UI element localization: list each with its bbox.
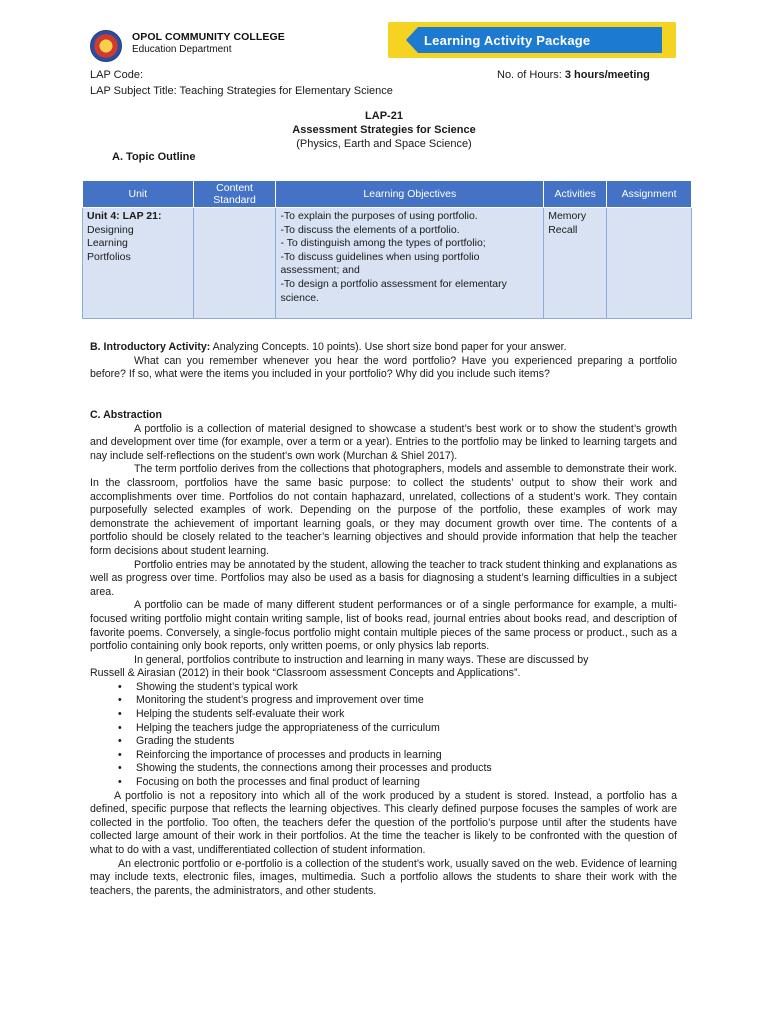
unit-label: Unit 4: LAP 21: bbox=[87, 210, 162, 222]
paragraph: The term portfolio derives from the collections that photographers, models and assemble to demonstrate their work. In the classroom, portfolios have the same basic purpose: to collect the students’ output to show their work and accomplishments over time. Portfolios do not contain haphazard, unrelated, collections of a student’s work. They contain purposefully selected examples of work. Depending on the purpose of the portfolio, these examples of work may demonstrate the achievement of important learning goals, or they may document growth over time. The contents of a portfolio should be closely related to the teacher’s learning objectives and should provide information that help the teacher form decisions about student learning. bbox=[90, 463, 677, 557]
lap-banner bbox=[388, 22, 676, 58]
list-item: • Monitoring the student’s progress and improvement over time bbox=[90, 694, 677, 708]
objective: -To design a portfolio assessment for elementary science. bbox=[280, 277, 507, 304]
lap-subtitle: (Physics, Earth and Space Science) bbox=[296, 138, 472, 150]
lap-number: LAP-21 bbox=[365, 110, 403, 122]
paragraph: A portfolio is a collection of material designed to showcase a student’s best work or to show the student’s growth and development over time (for example, over a term or a year). Entries to the portfolio may be linked to learning targets and nay include self-reflections on the student’s own work (Murchan & Shiel 2017). bbox=[90, 422, 677, 462]
objective: -To explain the purposes of using portfolio. bbox=[280, 210, 478, 222]
unit-line: Portfolios bbox=[87, 250, 131, 263]
unit-cell bbox=[83, 208, 194, 319]
paragraph: A portfolio can be made of many different student performances or of a single performance for example, a multi-focused writing portfolio might contain writing sample, list of books read, journal entries about books read, and description of favorite poems. Conversely, a single-focus portfolio might contain multiple pieces of the same process or product., such as a portfolio containing only book reports, only written poems, or only physics lab reports. bbox=[90, 599, 677, 653]
col-activities: Activities bbox=[544, 181, 607, 208]
col-learning-objectives: Learning Objectives bbox=[276, 181, 544, 208]
objective: - To distinguish among the types of portfolio; bbox=[280, 237, 486, 250]
unit-line: Learning bbox=[87, 237, 128, 250]
list-item: • Showing the students, the connections among their processes and products bbox=[90, 762, 677, 776]
paragraph: An electronic portfolio or e-portfolio is a collection of the student’s work, usually saved on the web. Evidence of learning may include texts, electronic files, images, multimedia. Such a portfolio allows the students to share their work with the teachers, the parents, the administrators, and other students. bbox=[90, 857, 677, 897]
department-name: Education Department bbox=[132, 44, 232, 55]
section-b-instruction: Analyzing Concepts. 10 points). Use short size bond paper for your answer. bbox=[210, 341, 567, 353]
section-b-heading: B. Introductory Activity: bbox=[90, 341, 211, 353]
activities-cell bbox=[544, 208, 607, 319]
activity: Recall bbox=[548, 223, 578, 236]
list-item: • Reinforcing the importance of processes and products in learning bbox=[90, 749, 677, 763]
paragraph: A portfolio is not a repository into which all of the work produced by a student is stored. Instead, a portfolio has a defined, specific purpose that reflects the learning objectives. This clearly defined purpose focuses the samples of work are collected in the portfolio. Too often, the teachers defer the question of the portfolio’s purpose until after the students have collected large amount of their work in their portfolios. At the time the teacher is likely to be confronted with the question of what to do with a vast, undifferentiated collection of student information. bbox=[90, 789, 677, 856]
list-item: • Showing the student’s typical work bbox=[90, 681, 677, 695]
section-a-heading: A. Topic Outline bbox=[112, 151, 196, 163]
objective: -To discuss guidelines when using portfolio assessment; and bbox=[280, 250, 480, 277]
table-row bbox=[83, 208, 692, 319]
col-unit: Unit bbox=[83, 181, 194, 208]
topic-outline-table bbox=[82, 180, 692, 319]
section-b-question: What can you remember whenever you hear the word portfolio? Have you experienced preparing a portfolio before? If so, what were the items you included in your portfolio? Why did you include such items? bbox=[90, 354, 677, 381]
hours-info bbox=[497, 69, 650, 81]
list-item: • Focusing on both the processes and final product of learning bbox=[90, 776, 677, 790]
table-header-row bbox=[83, 181, 692, 208]
banner-title: Learning Activity Package bbox=[424, 33, 591, 48]
paragraph: Portfolio entries may be annotated by the student, allowing the teacher to track student thinking and explanations as well as progress over time. Portfolios may also be used as a basis for diagnosing a student’s learning difficulties in a subject area. bbox=[90, 558, 677, 598]
lap-code-label: LAP Code: bbox=[90, 69, 144, 81]
hours-label: No. of Hours: bbox=[497, 69, 565, 81]
content-standard-cell bbox=[193, 208, 276, 319]
list-item: • Helping the teachers judge the appropriateness of the curriculum bbox=[90, 722, 677, 736]
section-c-heading: C. Abstraction bbox=[90, 409, 163, 421]
college-logo-icon bbox=[90, 30, 122, 62]
college-name: OPOL COMMUNITY COLLEGE bbox=[132, 31, 285, 43]
objectives-cell bbox=[276, 208, 544, 319]
objective: -To discuss the elements of a portfolio. bbox=[280, 223, 460, 236]
section-c bbox=[90, 409, 677, 898]
list-item: • Helping the students self-evaluate their work bbox=[90, 708, 677, 722]
unit-line: Designing bbox=[87, 223, 134, 236]
col-content-standard: Content Standard bbox=[193, 181, 276, 208]
assignment-cell bbox=[607, 208, 692, 319]
lap-title: Assessment Strategies for Science bbox=[292, 124, 476, 136]
section-b bbox=[90, 341, 677, 382]
activity: Memory bbox=[548, 210, 587, 222]
col-assignment: Assignment bbox=[607, 181, 692, 208]
subject-title: LAP Subject Title: Teaching Strategies for Elementary Science bbox=[90, 85, 393, 97]
paragraph: In general, portfolios contribute to instruction and learning in many ways. These are discussed by bbox=[134, 653, 589, 666]
paragraph: Russell & Airasian (2012) in their book “Classroom assessment Concepts and Applications”. bbox=[90, 667, 521, 680]
hours-value: 3 hours/meeting bbox=[564, 69, 650, 81]
list-item: • Grading the students bbox=[90, 735, 677, 749]
bullet-list bbox=[90, 681, 677, 790]
